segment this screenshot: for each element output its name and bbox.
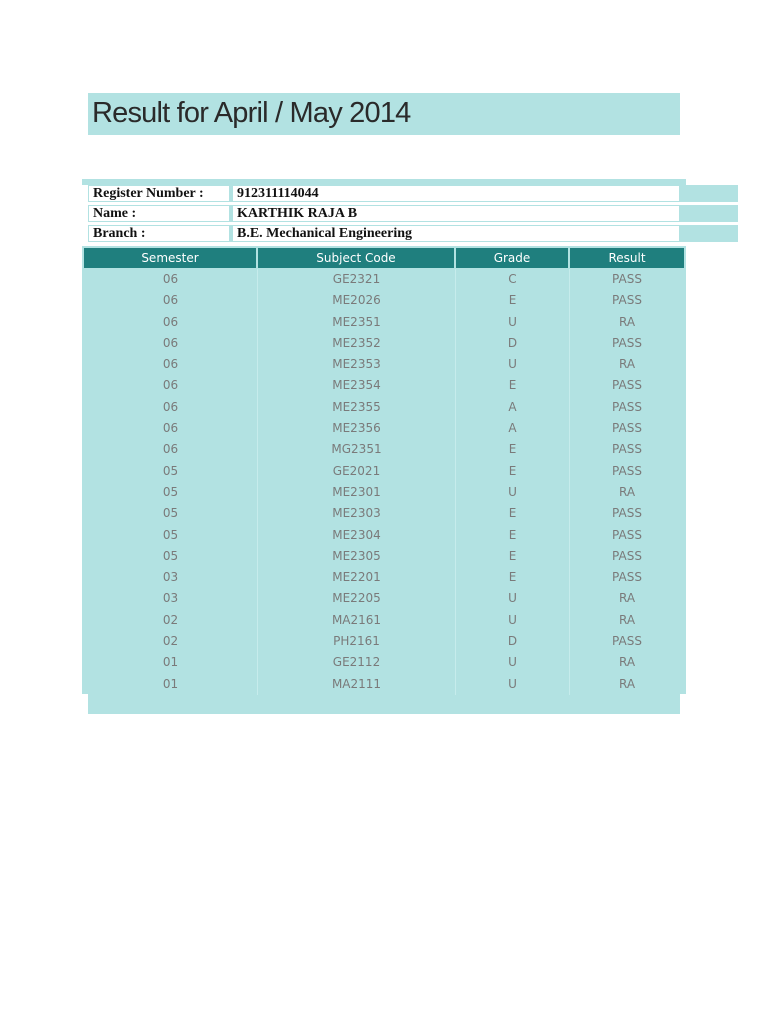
grade-cell: U — [456, 674, 570, 695]
register-number-label: Register Number : — [93, 186, 204, 201]
table-row — [84, 375, 684, 396]
name-value-cell — [232, 205, 680, 222]
semester-cell: 06 — [84, 333, 258, 354]
page-title: Result for April / May 2014 — [92, 97, 411, 129]
result-cell: RA — [618, 357, 636, 372]
result-cell: PASS — [612, 335, 642, 350]
results-table-footer — [88, 694, 680, 714]
result-cell: RA — [618, 655, 636, 670]
table-row — [84, 503, 684, 524]
grade-cell: U — [456, 588, 570, 609]
result-cell: PASS — [612, 378, 642, 393]
name-label: Name : — [93, 206, 137, 221]
grade-cell: U — [456, 482, 570, 503]
grade-cell: A — [456, 418, 570, 439]
table-row — [84, 588, 684, 609]
subject-code-cell: ME2026 — [258, 290, 456, 311]
table-row — [84, 290, 684, 311]
result-cell: RA — [618, 591, 636, 606]
subject-code-cell: ME2205 — [258, 588, 456, 609]
result-cell: PASS — [612, 570, 642, 585]
grade-cell: U — [456, 610, 570, 631]
subject-code-cell: PH2161 — [258, 631, 456, 652]
header-semester: Semester — [84, 248, 258, 268]
result-cell: PASS — [612, 463, 642, 478]
semester-cell: 01 — [84, 652, 258, 673]
subject-code-cell: ME2356 — [258, 418, 456, 439]
title-band — [88, 93, 680, 135]
table-row — [84, 397, 684, 418]
table-row — [84, 461, 684, 482]
semester-cell: 02 — [84, 631, 258, 652]
result-cell: PASS — [612, 272, 642, 286]
table-row — [84, 610, 684, 631]
subject-code-cell: ME2301 — [258, 482, 456, 503]
grade-cell: E — [456, 525, 570, 546]
table-row — [84, 418, 684, 439]
header-subject-code: Subject Code — [258, 248, 456, 268]
semester-cell: 06 — [84, 290, 258, 311]
grade-cell: E — [456, 503, 570, 524]
semester-cell: 05 — [84, 461, 258, 482]
table-row — [84, 482, 684, 503]
grade-cell: E — [456, 546, 570, 567]
grade-cell: D — [456, 333, 570, 354]
subject-code-cell: ME2305 — [258, 546, 456, 567]
register-number-value: 912311114044 — [237, 186, 319, 201]
subject-code-cell: GE2112 — [258, 652, 456, 673]
table-row — [84, 269, 684, 290]
table-row — [84, 354, 684, 375]
grade-cell: A — [456, 397, 570, 418]
result-cell: PASS — [612, 634, 642, 649]
register-number-value-cell — [232, 185, 680, 202]
branch-label: Branch : — [93, 226, 146, 241]
table-row — [84, 652, 684, 673]
subject-code-cell: ME2354 — [258, 375, 456, 396]
grade-cell: U — [456, 652, 570, 673]
result-cell: PASS — [612, 548, 642, 563]
table-row — [84, 439, 684, 460]
semester-cell: 05 — [84, 546, 258, 567]
name-label-cell — [88, 205, 230, 222]
grade-cell: E — [456, 439, 570, 460]
subject-code-cell: ME2355 — [258, 397, 456, 418]
info-row-tail — [682, 205, 738, 222]
semester-cell: 03 — [84, 567, 258, 588]
table-row — [84, 333, 684, 354]
semester-cell: 06 — [84, 354, 258, 375]
semester-cell: 01 — [84, 674, 258, 695]
subject-code-cell: ME2303 — [258, 503, 456, 524]
semester-cell: 05 — [84, 525, 258, 546]
result-cell: PASS — [612, 293, 642, 308]
results-table-body — [84, 269, 684, 695]
result-cell: RA — [618, 612, 636, 627]
table-row — [84, 674, 684, 695]
grade-cell: U — [456, 312, 570, 333]
grade-cell: E — [456, 375, 570, 396]
header-result: Result — [570, 248, 684, 268]
table-row — [84, 525, 684, 546]
result-cell: RA — [618, 484, 636, 499]
semester-cell: 03 — [84, 588, 258, 609]
subject-code-cell: ME2352 — [258, 333, 456, 354]
subject-code-cell: MA2161 — [258, 610, 456, 631]
subject-code-cell: MA2111 — [258, 674, 456, 695]
table-row — [84, 312, 684, 333]
branch-label-cell — [88, 225, 230, 242]
register-number-label-cell — [88, 185, 230, 202]
result-cell: RA — [618, 676, 636, 691]
semester-cell: 06 — [84, 312, 258, 333]
grade-cell: E — [456, 461, 570, 482]
grade-cell: D — [456, 631, 570, 652]
branch-value: B.E. Mechanical Engineering — [237, 226, 412, 241]
result-cell: RA — [618, 314, 636, 329]
result-cell: PASS — [612, 442, 642, 457]
semester-cell: 05 — [84, 503, 258, 524]
semester-cell: 06 — [84, 269, 258, 290]
semester-cell: 06 — [84, 418, 258, 439]
results-table-header — [84, 248, 684, 268]
grade-cell: C — [456, 269, 570, 290]
table-row — [84, 546, 684, 567]
semester-cell: 06 — [84, 397, 258, 418]
subject-code-cell: GE2021 — [258, 461, 456, 482]
semester-cell: 05 — [84, 482, 258, 503]
result-cell: PASS — [612, 421, 642, 436]
name-row — [88, 205, 738, 222]
grade-cell: E — [456, 290, 570, 311]
header-grade: Grade — [456, 248, 570, 268]
subject-code-cell: ME2353 — [258, 354, 456, 375]
register-number-row — [88, 185, 738, 202]
subject-code-cell: GE2321 — [258, 269, 456, 290]
subject-code-cell: ME2351 — [258, 312, 456, 333]
table-row — [84, 567, 684, 588]
result-cell: PASS — [612, 527, 642, 542]
result-cell: PASS — [612, 506, 642, 521]
subject-code-cell: ME2201 — [258, 567, 456, 588]
semester-cell: 02 — [84, 610, 258, 631]
grade-cell: E — [456, 567, 570, 588]
semester-cell: 06 — [84, 375, 258, 396]
table-row — [84, 631, 684, 652]
branch-value-cell — [232, 225, 680, 242]
semester-cell: 06 — [84, 439, 258, 460]
info-row-tail — [682, 185, 738, 202]
branch-row — [88, 225, 738, 242]
info-row-tail — [682, 225, 738, 242]
result-cell: PASS — [612, 399, 642, 414]
grade-cell: U — [456, 354, 570, 375]
subject-code-cell: ME2304 — [258, 525, 456, 546]
name-value: KARTHIK RAJA B — [237, 206, 358, 221]
subject-code-cell: MG2351 — [258, 439, 456, 460]
